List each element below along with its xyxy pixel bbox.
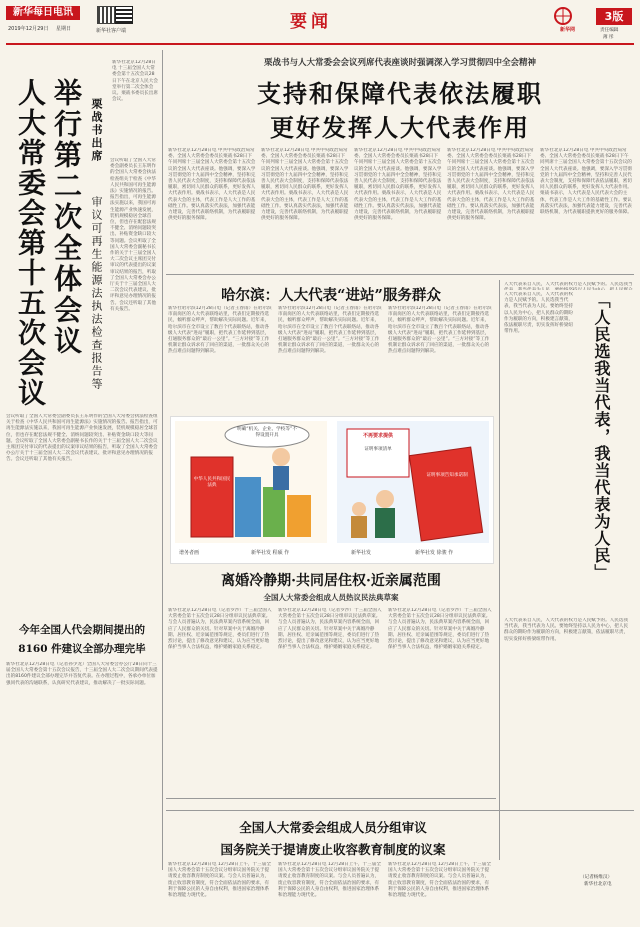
feature-body-2: 新华社北京12月28日电 中共中央政治局常委、全国人大常委会委员长栗战书28日下午同列席十三届全国人大常委会第十五次会议的全国人大代表座谈。他强调，要深入学习贯彻党的十九届四中全会精神，坚持和完善人民代表大会制度，支持和保障代表依法履职，密切同人民群众的联系，更好发挥人大代表作用。栗战书表示，人大代表是人民代表大会的主体，代表工作是人大工作的基础性工作。要认真落实代表法，加强代表能力建设，完善代表联络机制，为代表履职提供更好的服务保障。 (261, 148, 349, 222)
cartoon-panel (170, 416, 494, 564)
feature-headline-1: 支持和保障代表依法履职 (257, 79, 543, 108)
feature-headline-2: 更好发挥人大代表作用 (270, 113, 530, 142)
divorce-body-1: 新华社北京12月28日电（记者罗沙）十三届全国人大常委会第十五次会议28日分组审议民法典草案。与会人员普遍认为，民法典草案内容系统全面，回应了人民群众的关切。针对草案中关于离婚冷静期、居住权、近亲属范围等规定，委员们进行了热烈讨论，提出了修改意见和建议，认为应当更好地保护当事人合法权益，维护婚姻家庭关系稳定。 (168, 608, 272, 651)
harbin-body-2: 新华社哈尔滨12月28日电（记者王春雨）在哈尔滨市南岗区的人大代表联络站里，代表们定期接待选民，倾听群众呼声，帮助解决实际问题。近年来，哈尔滨市在全市设立了数百个代表联络站，推动各级人大代表“进站”履职，把代表工作延伸到基层，打通服务群众的“最后一公里”。“三方对接”等工作机制让群众诉求有了回应的渠道，一批群众关心的热点难点问题得到解决。 (278, 306, 382, 355)
lead-body: 会议听取了全国人大常委会副委员长王东明作的全国人大常委会执法检查组关于检查《中华人民共和国可再生能源法》实施情况的报告。报告指出，可再生能源法实施以来，我国可再生能源产业快速发展，装机规模稳居全球首位，但也存在配套法规不健全、消纳问题较突出、补贴资金缺口较大等问题。会议听取了全国人大常委会副秘书长作的关于十三届全国人大二次会议主席团交付审议的代表提出的议案审议结果的报告，听取了全国人大常委会办公厅关于十三届全国人大二次会议代表建议、批评和意见办理情况的报告。会议还听取了其他有关报告。 (6, 414, 158, 463)
column-byline-2: 新华社北京电 (584, 882, 612, 887)
harbin-body-1: 新华社哈尔滨12月28日电（记者王春雨）在哈尔滨市南岗区的人大代表联络站里，代表们定期接待选民，倾听群众呼声，帮助解决实际问题。近年来，哈尔滨市在全市设立了数百个代表联络站，推动各级人大代表“进站”履职，把代表工作延伸到基层，打通服务群众的“最后一公里”。“三方对接”等工作机制让群众诉求有了回应的渠道，一批群众关心的热点难点问题得到解决。 (168, 306, 272, 355)
lead-headline-col1: 人大常委会第十五次会议 (14, 78, 47, 408)
sign-right: 证明事项告知承诺制 (426, 473, 468, 478)
column-body-b: 人大代表来自人民，人大代表的权力是人民赋予的。人民选我当代表，我当代表为人民。要始终坚持以人民为中心，把人民群众的期盼作为履职的方向，积极建言献策，依法履职尽责，切实发挥好桥梁纽带作用。 (504, 618, 629, 642)
qr-code-icon (97, 6, 115, 24)
review-body-3: 新华社北京12月28日电 12月28日上午，十三届全国人大常委会第十五次会议分组审议国务院关于提请废止收容教育制度的议案。与会人员普遍认为，废止收容教育制度，符合全面依法治国的要求，有利于保障公民的人身自由权利，推进国家治理体系和治理能力现代化。 (388, 862, 491, 899)
divorce-subhead: 全国人大常委会组成人员热议民法典草案 (263, 593, 399, 602)
cartoon-caption-right: 新华社发 徐骏 作 (415, 550, 454, 556)
left-column-divider (162, 50, 163, 870)
sign-left: 中华人民共和国民法典 (193, 477, 231, 488)
brand-title: 新华每日电讯 (13, 7, 73, 18)
feature-body-3: 新华社北京12月28日电 中共中央政治局常委、全国人大常委会委员长栗战书28日下午同列席十三届全国人大常委会第十五次会议的全国人大代表座谈。他强调，要深入学习贯彻党的十九届四中全会精神，坚持和完善人民代表大会制度，支持和保障代表依法履职，密切同人民群众的联系，更好发挥人大代表作用。栗战书表示，人大代表是人民代表大会的主体，代表工作是人大工作的基础性工作。要认真落实代表法，加强代表能力建设，完善代表联络机制，为代表履职提供更好的服务保障。 (354, 148, 442, 222)
cartoon-illustration (171, 417, 493, 563)
qr-caption: 新华社客户端 (96, 28, 127, 34)
section-title: 要闻 (290, 12, 332, 32)
lead-body-intro: 新华社北京12月28日电 十三届全国人大常委会第十五次会议28日下午在北京人民大会堂举行第二次全体会议。栗战书委员长出席会议。 (112, 60, 158, 103)
harbin-headline: 哈尔滨：人大代表“进站”服务群众 (221, 287, 441, 304)
xinhua-logo (553, 6, 573, 26)
brand-banner (6, 6, 80, 20)
review-headline-2: 国务院关于提请废止收容教育制度的议案 (220, 842, 446, 857)
column-headline: 「人民选我当代表，我当代表为人民」 (592, 292, 611, 581)
editor-name: 薄 彤 (603, 35, 614, 40)
divorce-headline: 离婚冷静期·共同居住权·近亲属范围 (221, 573, 441, 589)
column-byline: （记者杨维汉） (580, 875, 613, 880)
cartoon-caption-far: 新华社发 (351, 550, 372, 556)
masthead-weekday: 星期日 (56, 26, 72, 32)
lead-body-col2: 会议听取了全国人大常委会副委员长王东明作的全国人大常委会执法检查组关于检查《中华人民共和国可再生能源法》实施情况的报告。报告指出，可再生能源法实施以来，我国可再生能源产业快速发展，装机规模稳居全球首位，但也存在配套法规不健全、消纳问题较突出、补贴资金缺口较大等问题。会议听取了全国人大常委会副秘书长作的关于十三届全国人大二次会议主席团交付审议的代表提出的议案审议结果的报告，听取了全国人大常委会办公厅关于十三届全国人大二次会议代表建议、批评和意见办理情况的报告。会议还听取了其他有关报告。 (110, 158, 156, 312)
page-badge (596, 8, 632, 25)
logo-text: 新华网 (560, 27, 576, 33)
cartoon-caption-mid: 新华社发 程硕 作 (251, 550, 290, 556)
divorce-body-3: 新华社北京12月28日电（记者罗沙）十三届全国人大常委会第十五次会议28日分组审议民法典草案。与会人员普遍认为，民法典草案内容系统全面，回应了人民群众的关切。针对草案中关于离婚冷静期、居住权、近亲属范围等规定，委员们进行了热烈讨论，提出了修改意见和建议，认为应当更好地保护当事人合法权益，维护婚姻家庭关系稳定。 (388, 608, 492, 651)
review-body-1: 新华社北京12月28日电 12月28日上午，十三届全国人大常委会第十五次会议分组审议国务院关于提请废止收容教育制度的议案。与会人员普遍认为，废止收容教育制度，符合全面依法治国的要求，有利于保障公民的人身自由权利，推进国家治理体系和治理能力现代化。 (168, 862, 271, 899)
speech-bubble-b: 不再要求提供 (362, 433, 393, 439)
harbin-body-3: 新华社哈尔滨12月28日电（记者王春雨）在哈尔滨市南岗区的人大代表联络站里，代表们定期接待选民，倾听群众呼声，帮助解决实际问题。近年来，哈尔滨市在全市设立了数百个代表联络站，推动各级人大代表“进站”履职，把代表工作延伸到基层，打通服务群众的“最后一公里”。“三方对接”等工作机制让群众诉求有了回应的渠道，一批群众关心的热点难点问题得到解决。 (388, 306, 492, 355)
feature-body-5: 新华社北京12月28日电 中共中央政治局常委、全国人大常委会委员长栗战书28日下午同列席十三届全国人大常委会第十五次会议的全国人大代表座谈。他强调，要深入学习贯彻党的十九届四中全会精神，坚持和完善人民代表大会制度，支持和保障代表依法履职，密切同人民群众的联系，更好发挥人大代表作用。栗战书表示，人大代表是人民代表大会的主体，代表工作是人大工作的基础性工作。要认真落实代表法，加强代表能力建设，完善代表联络机制，为代表履职提供更好的服务保障。 (540, 148, 632, 216)
column-body-a: 人大代表来自人民，人大代表的权力是人民赋予的。人民选我当代表，我当代表为人民。要始终坚持以人民为中心，把人民群众的期盼作为履职的方向，积极建言献策，依法履职尽责，切实发挥好桥梁纽带作用。 (504, 292, 573, 335)
feature-body-1: 新华社北京12月28日电 中共中央政治局常委、全国人大常委会委员长栗战书28日下午同列席十三届全国人大常委会第十五次会议的全国人大代表座谈。他强调，要深入学习贯彻党的十九届四中全会精神，坚持和完善人民代表大会制度，支持和保障代表依法履职，密切同人民群众的联系，更好发挥人大代表作用。栗战书表示，人大代表是人民代表大会的主体，代表工作是人大工作的基础性工作。要认真落实代表法，加强代表能力建设，完善代表联络机制，为代表履职提供更好的服务保障。 (168, 148, 256, 222)
right-column-divider (499, 280, 500, 860)
feature-kicker: 栗战书与人大常委会会议列席代表座谈时强调深入学习贯彻四中全会精神 (263, 58, 536, 68)
bottom-rule (166, 810, 634, 811)
qr-code-icon-b (115, 6, 133, 24)
page-number: 3版 (604, 10, 624, 23)
editor-label: 责任编辑 (600, 28, 619, 33)
review-headline-1: 全国人大常委会组成人员分组审议 (239, 820, 427, 835)
masthead (0, 0, 640, 44)
review-body-2: 新华社北京12月28日电 12月28日上午，十三届全国人大常委会第十五次会议分组审议国务院关于提请废止收容教育制度的议案。与会人员普遍认为，废止收容教育制度，符合全面依法治国的要求，有利于保障公民的人身自由权利，推进国家治理体系和治理能力现代化。 (278, 862, 381, 899)
lead-headline-col2: 举行第二次全体会议 (50, 78, 83, 357)
lead-kicker: 栗战书出席 (90, 98, 103, 163)
feature-body-4: 新华社北京12月28日电 中共中央政治局常委、全国人大常委会委员长栗战书28日下午同列席十三届全国人大常委会第十五次会议的全国人大代表座谈。他强调，要深入学习贯彻党的十九届四中全会精神，坚持和完善人民代表大会制度，支持和保障代表依法履职，密切同人民群众的联系，更好发挥人大代表作用。栗战书表示，人大代表是人民代表大会的主体，代表工作是人大工作的基础性工作。要认真落实代表法，加强代表能力建设，完善代表联络机制，为代表履职提供更好的服务保障。 (447, 148, 535, 222)
divorce-body-2: 新华社北京12月28日电（记者罗沙）十三届全国人大常委会第十五次会议28日分组审议民法典草案。与会人员普遍认为，民法典草案内容系统全面，回应了人民群众的关切。针对草案中关于离婚冷静期、居住权、近亲属范围等规定，委员们进行了热烈讨论，提出了修改意见和建议，认为应当更好地保护当事人合法权益，维护婚姻家庭关系稳定。 (278, 608, 382, 651)
column-body-top: 人大代表来自人民，人大代表的权力是人民赋予的。人民选我当 (504, 282, 633, 287)
globe-icon (553, 6, 573, 26)
divorce-bottom-rule (166, 798, 496, 799)
building-sign: 证明事项清单 (364, 447, 392, 452)
suggestions-headline-1: 今年全国人代会期间提出的 (19, 624, 145, 636)
cartoon-caption-left: 谱务者画 (179, 550, 200, 556)
masthead-date: 2019年12月29日 (8, 26, 49, 32)
suggestions-headline-2: 8160 件建议全部办理完毕 (18, 643, 146, 655)
suggestions-body: 新华社北京12月28日电（记者孙少龙）全国人大常委会办公厅28日向十三届全国人大常委会第十五次会议报告，十三届全国人大二次会议期间代表提出的8160件建议全部办理完毕并答复代表。在办理过程中，各承办单位加强同代表的沟通联系，认真研究代表建议，推动解决了一批实际问题。 (6, 662, 158, 686)
speech-bubble-a: 明确“机关、企业、学校等”不得设置开具 (237, 427, 297, 438)
feature-bottom-rule (166, 274, 634, 275)
lead-subhead: 审议可再生能源法执法检查报告等 (90, 196, 103, 391)
masthead-rule (6, 43, 634, 45)
